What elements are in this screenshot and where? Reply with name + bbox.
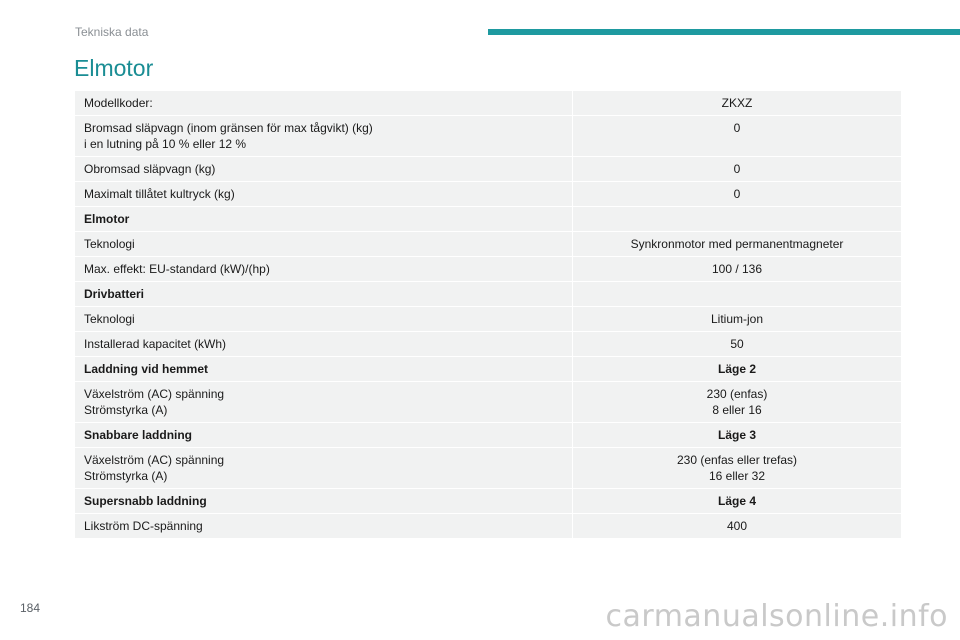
- section-header-row: [75, 423, 902, 448]
- spec-value-cell: [573, 307, 902, 332]
- spec-value-cell: [573, 448, 902, 489]
- section-label: Tekniska data: [75, 25, 149, 39]
- spec-value: 230 (enfas): [706, 387, 768, 401]
- header-accent-bar: [488, 29, 960, 35]
- spec-label: Drivbatteri: [84, 287, 145, 301]
- spec-label-cell: [75, 232, 573, 257]
- spec-value-cell: [573, 332, 902, 357]
- spec-value: 8 eller 16: [712, 403, 762, 417]
- spec-label: Max. effekt: EU-standard (kW)/(hp): [84, 262, 270, 276]
- spec-value: Läge 2: [717, 362, 756, 376]
- spec-label-cell: [75, 257, 573, 282]
- table-row: [75, 257, 902, 282]
- spec-label: Obromsad släpvagn (kg): [84, 162, 216, 176]
- spec-label: Installerad kapacitet (kWh): [84, 337, 227, 351]
- table-row: [75, 157, 902, 182]
- spec-label: Växelström (AC) spänning: [84, 453, 225, 467]
- spec-value-cell: [573, 257, 902, 282]
- spec-value: ZKXZ: [721, 96, 753, 110]
- spec-label: Strömstyrka (A): [84, 403, 168, 417]
- spec-label: Maximalt tillåtet kultryck (kg): [84, 187, 235, 201]
- spec-label-cell: [75, 423, 573, 448]
- spec-value: 0: [733, 162, 741, 176]
- spec-label: Bromsad släpvagn (inom gränsen för max tågvikt) (kg): [84, 121, 373, 135]
- spec-label: Växelström (AC) spänning: [84, 387, 225, 401]
- spec-label: Modellkoder:: [84, 96, 153, 110]
- table-row: [75, 448, 902, 489]
- spec-value-cell: [573, 282, 902, 307]
- table-row: [75, 116, 902, 157]
- spec-value: Läge 3: [717, 428, 756, 442]
- spec-value-cell: [573, 382, 902, 423]
- towing-spec-table: [74, 90, 902, 207]
- spec-value-cell: [573, 116, 902, 157]
- spec-label: Teknologi: [84, 312, 135, 326]
- spec-label: Elmotor: [84, 212, 130, 226]
- spec-value: 0: [733, 187, 741, 201]
- spec-value: Läge 4: [717, 494, 756, 508]
- table-row: [75, 91, 902, 116]
- section-header-row: [75, 357, 902, 382]
- electric-motor-spec-table: [74, 206, 902, 539]
- spec-label: i en lutning på 10 % eller 12 %: [84, 137, 247, 151]
- spec-label-cell: [75, 116, 573, 157]
- spec-label-cell: [75, 91, 573, 116]
- page-title: Elmotor: [74, 55, 154, 81]
- spec-label-cell: [75, 157, 573, 182]
- spec-value: 0: [733, 121, 741, 135]
- spec-label: Likström DC-spänning: [84, 519, 203, 533]
- table-row: [75, 514, 902, 539]
- table-row: [75, 182, 902, 207]
- spec-label-cell: [75, 382, 573, 423]
- spec-label-cell: [75, 489, 573, 514]
- spec-label: Supersnabb laddning: [84, 494, 207, 508]
- spec-value-cell: [573, 91, 902, 116]
- spec-value-cell: [573, 357, 902, 382]
- table-row: [75, 307, 902, 332]
- table-row: [75, 382, 902, 423]
- spec-value: 100 / 136: [711, 262, 763, 276]
- table-row: [75, 232, 902, 257]
- spec-label-cell: [75, 448, 573, 489]
- page-number: 184: [20, 601, 41, 615]
- section-header-row: [75, 489, 902, 514]
- spec-value: 16 eller 32: [708, 469, 766, 483]
- spec-value-cell: [573, 489, 902, 514]
- spec-value: Litium-jon: [710, 312, 764, 326]
- spec-value: 230 (enfas eller trefas): [676, 453, 798, 467]
- spec-label-cell: [75, 514, 573, 539]
- spec-value: 400: [726, 519, 748, 533]
- spec-value: Synkronmotor med permanentmagneter: [630, 237, 844, 251]
- spec-label: Snabbare laddning: [84, 428, 193, 442]
- spec-label: Laddning vid hemmet: [84, 362, 209, 376]
- spec-label: Teknologi: [84, 237, 135, 251]
- spec-value: 50: [730, 337, 744, 351]
- spec-value-cell: [573, 182, 902, 207]
- section-header-row: [75, 207, 902, 232]
- spec-value-cell: [573, 207, 902, 232]
- spec-label-cell: [75, 307, 573, 332]
- spec-label-cell: [75, 182, 573, 207]
- spec-value-cell: [573, 232, 902, 257]
- spec-label: Strömstyrka (A): [84, 469, 168, 483]
- table-row: [75, 332, 902, 357]
- spec-label-cell: [75, 282, 573, 307]
- section-header-row: [75, 282, 902, 307]
- watermark-logo: carmanualsonline.info: [605, 599, 948, 634]
- spec-label-cell: [75, 207, 573, 232]
- spec-value-cell: [573, 423, 902, 448]
- spec-label-cell: [75, 332, 573, 357]
- spec-label-cell: [75, 357, 573, 382]
- spec-value-cell: [573, 514, 902, 539]
- spec-value-cell: [573, 157, 902, 182]
